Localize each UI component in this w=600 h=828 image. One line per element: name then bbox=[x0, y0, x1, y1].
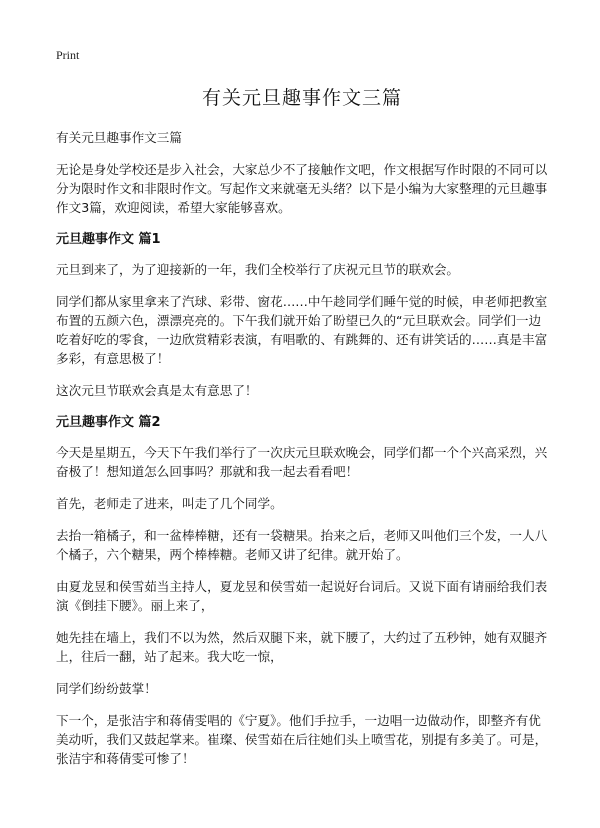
paragraph: 这次元旦节联欢会真是太有意思了！ bbox=[56, 383, 258, 398]
paragraph: 由夏龙昱和侯雪茹当主持人，夏龙昱和侯雪茹一起说好台词后。又说下面有请丽给我们表演《倒挂下腰》。丽上来了， bbox=[56, 579, 548, 613]
paragraph: 她先挂在墙上，我们不以为然，然后双腿下来，就下腰了，大约过了五秒钟，她有双腿齐上，往后一翻，站了起来。我大吃一惊， bbox=[56, 630, 548, 664]
paragraph: 下一个，是张洁宇和蒋倩雯唱的《宁夏》。他们手拉手，一边唱一边做动作，即整齐有优美动听，我们又鼓起掌来。崔璨、侯雪茹在后往她们头上喷雪花，别提有多美了。可是，张洁宇和蒋倩雯可惨了！ bbox=[56, 713, 548, 766]
intro-paragraph: 无论是身处学校还是步入社会，大家总少不了接触作文吧，作文根据写作时限的不同可以分为限时作文和非限时作文。写起作文来就毫无头绪？以下是小编为大家整理的元旦趣事作文3篇，欢迎阅读，希望大家能够喜欢。 bbox=[56, 162, 548, 215]
print-link[interactable]: Print bbox=[56, 48, 80, 62]
paragraph: 去抬一箱橘子，和一盆棒棒糖，还有一袋糖果。抬来之后，老师又叫他们三个发，一人八个橘子，六个糖果，两个棒棒糖。老师又讲了纪律。就开始了。 bbox=[56, 528, 548, 562]
paragraph: 元旦到来了，为了迎接新的一年，我们全校举行了庆祝元旦节的联欢会。 bbox=[56, 262, 459, 277]
paragraph: 同学们纷纷鼓掌！ bbox=[56, 681, 157, 696]
section-heading-1: 元旦趣事作文 篇1 bbox=[56, 232, 161, 247]
section-heading-2: 元旦趣事作文 篇2 bbox=[56, 415, 161, 430]
paragraph: 同学们都从家里拿来了汽球、彩带、窗花……中午趁同学们睡午觉的时候，申老师把教室布置的五颜六色，漂漂亮亮的。下午我们就开始了盼望已久的“元旦联欢会。同学们一边吃着好吃的零食，一边欣赏精彩表演，有唱歌的、有跳舞的、还有讲笑话的……真是丰富多彩，有意思极了！ bbox=[56, 294, 548, 366]
paragraph: 首先，老师走了进来，叫走了几个同学。 bbox=[56, 496, 283, 511]
page-title: 有关元旦趣事作文三篇 bbox=[201, 87, 402, 109]
document-subtitle: 有关元旦趣事作文三篇 bbox=[56, 130, 182, 145]
paragraph: 今天是星期五，今天下午我们举行了一次庆元旦联欢晚会，同学们都一个个兴高采烈，兴奋极了！想知道怎么回事吗？那就和我一起去看看吧！ bbox=[56, 445, 548, 479]
